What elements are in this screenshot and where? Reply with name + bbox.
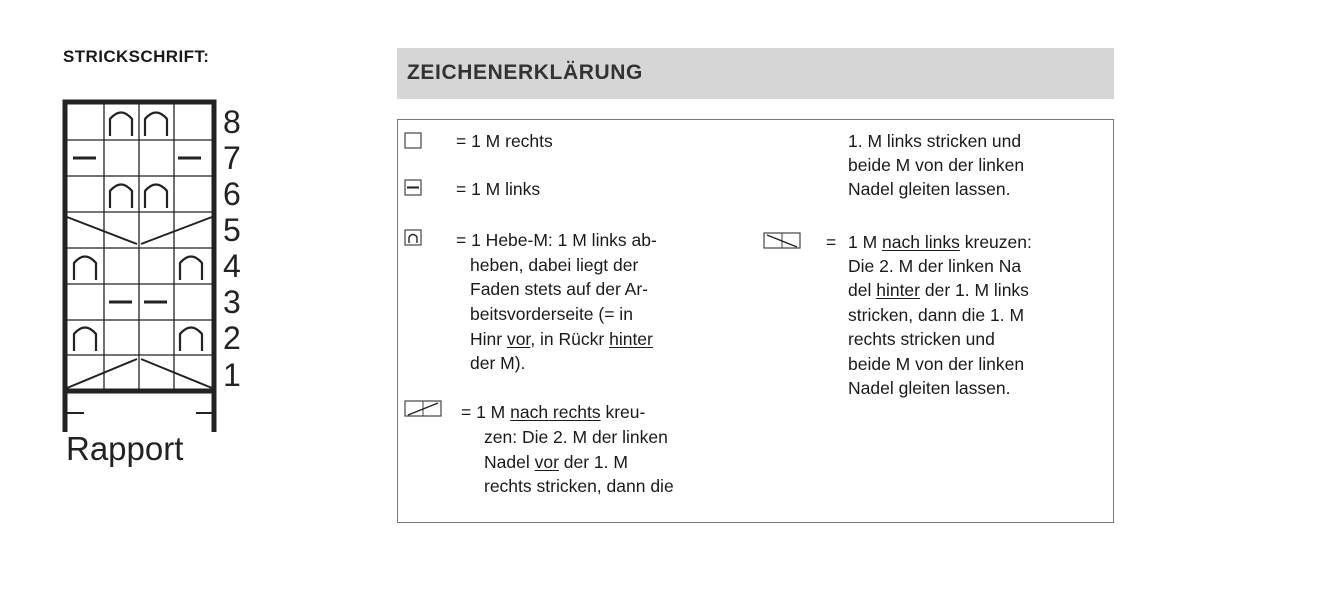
legend-cross-left-line: del hinter der 1. M links [848, 280, 1029, 300]
row-number: 8 [223, 104, 241, 140]
legend-slip-line: heben, dabei liegt der [470, 255, 639, 275]
legend-knit-text: = 1 M rechts [456, 131, 553, 151]
slip-stitch-symbol [180, 328, 202, 352]
legend-cross-left-eq: = [826, 232, 837, 252]
knitting-chart [55, 92, 275, 477]
legend-cross-left-line: Nadel gleiten lassen. [848, 378, 1011, 398]
legend-slip-line: = 1 Hebe-M: 1 M links ab- [456, 230, 657, 250]
row-number: 2 [223, 320, 241, 356]
slip-stitch-symbol [74, 257, 96, 281]
cross-right-icon [404, 400, 444, 418]
row-number: 3 [223, 284, 241, 320]
row-number: 1 [223, 357, 241, 393]
legend-purl-text: = 1 M links [456, 179, 541, 199]
legend-cross-right-line: = 1 M nach rechts kreu- [461, 402, 646, 422]
purl-square-icon [404, 179, 424, 197]
legend-cross-right-line: Nadel vor der 1. M [484, 452, 628, 472]
legend-slip-line: Faden stets auf der Ar- [470, 279, 649, 299]
row-number: 5 [223, 212, 241, 248]
cross-left-symbol [141, 359, 212, 388]
row-number: 7 [223, 140, 241, 176]
slip-stitch-symbol [145, 185, 167, 209]
cross-right-symbol [141, 217, 212, 244]
legend-cross-right-cont-line: 1. M links stricken und [848, 131, 1022, 151]
row-number: 4 [223, 248, 241, 284]
legend-slip-line: der M). [470, 353, 526, 373]
knit-square-icon [404, 132, 424, 150]
cross-right-symbol [67, 359, 137, 388]
row-number: 6 [223, 176, 241, 212]
legend-cross-left-line: 1 M nach links kreuzen: [848, 232, 1032, 252]
legend-cross-right-cont-line: Nadel gleiten lassen. [848, 179, 1011, 199]
rapport-label: Rapport [66, 430, 184, 467]
slip-stitch-symbol [110, 113, 132, 137]
slip-square-icon [404, 229, 424, 247]
slip-stitch-symbol [110, 185, 132, 209]
legend-cross-left-line: rechts stricken und [848, 329, 995, 349]
chart-title: STRICKSCHRIFT: [63, 47, 210, 66]
legend-cross-right-line: zen: Die 2. M der linken [484, 427, 668, 447]
legend-title: ZEICHENERKLÄRUNG [407, 61, 643, 84]
legend-slip-line: Hinr vor, in Rückr hinter [470, 329, 653, 349]
legend-slip-line: beitsvorderseite (= in [470, 304, 633, 324]
legend-cross-right-line: rechts stricken, dann die [484, 476, 674, 496]
legend-cross-right-cont-line: beide M von der linken [848, 155, 1025, 175]
cross-left-icon [763, 232, 803, 250]
slip-stitch-symbol [74, 328, 96, 352]
slip-stitch-symbol [145, 113, 167, 137]
slip-stitch-symbol [180, 257, 202, 281]
chart-grid [65, 102, 214, 391]
legend-header [397, 48, 1114, 99]
cross-left-symbol [67, 217, 137, 244]
legend-cross-left-line: Die 2. M der linken Na [848, 256, 1022, 276]
legend-cross-left-line: beide M von der linken [848, 354, 1025, 374]
legend-cross-left-line: stricken, dann die 1. M [848, 305, 1025, 325]
